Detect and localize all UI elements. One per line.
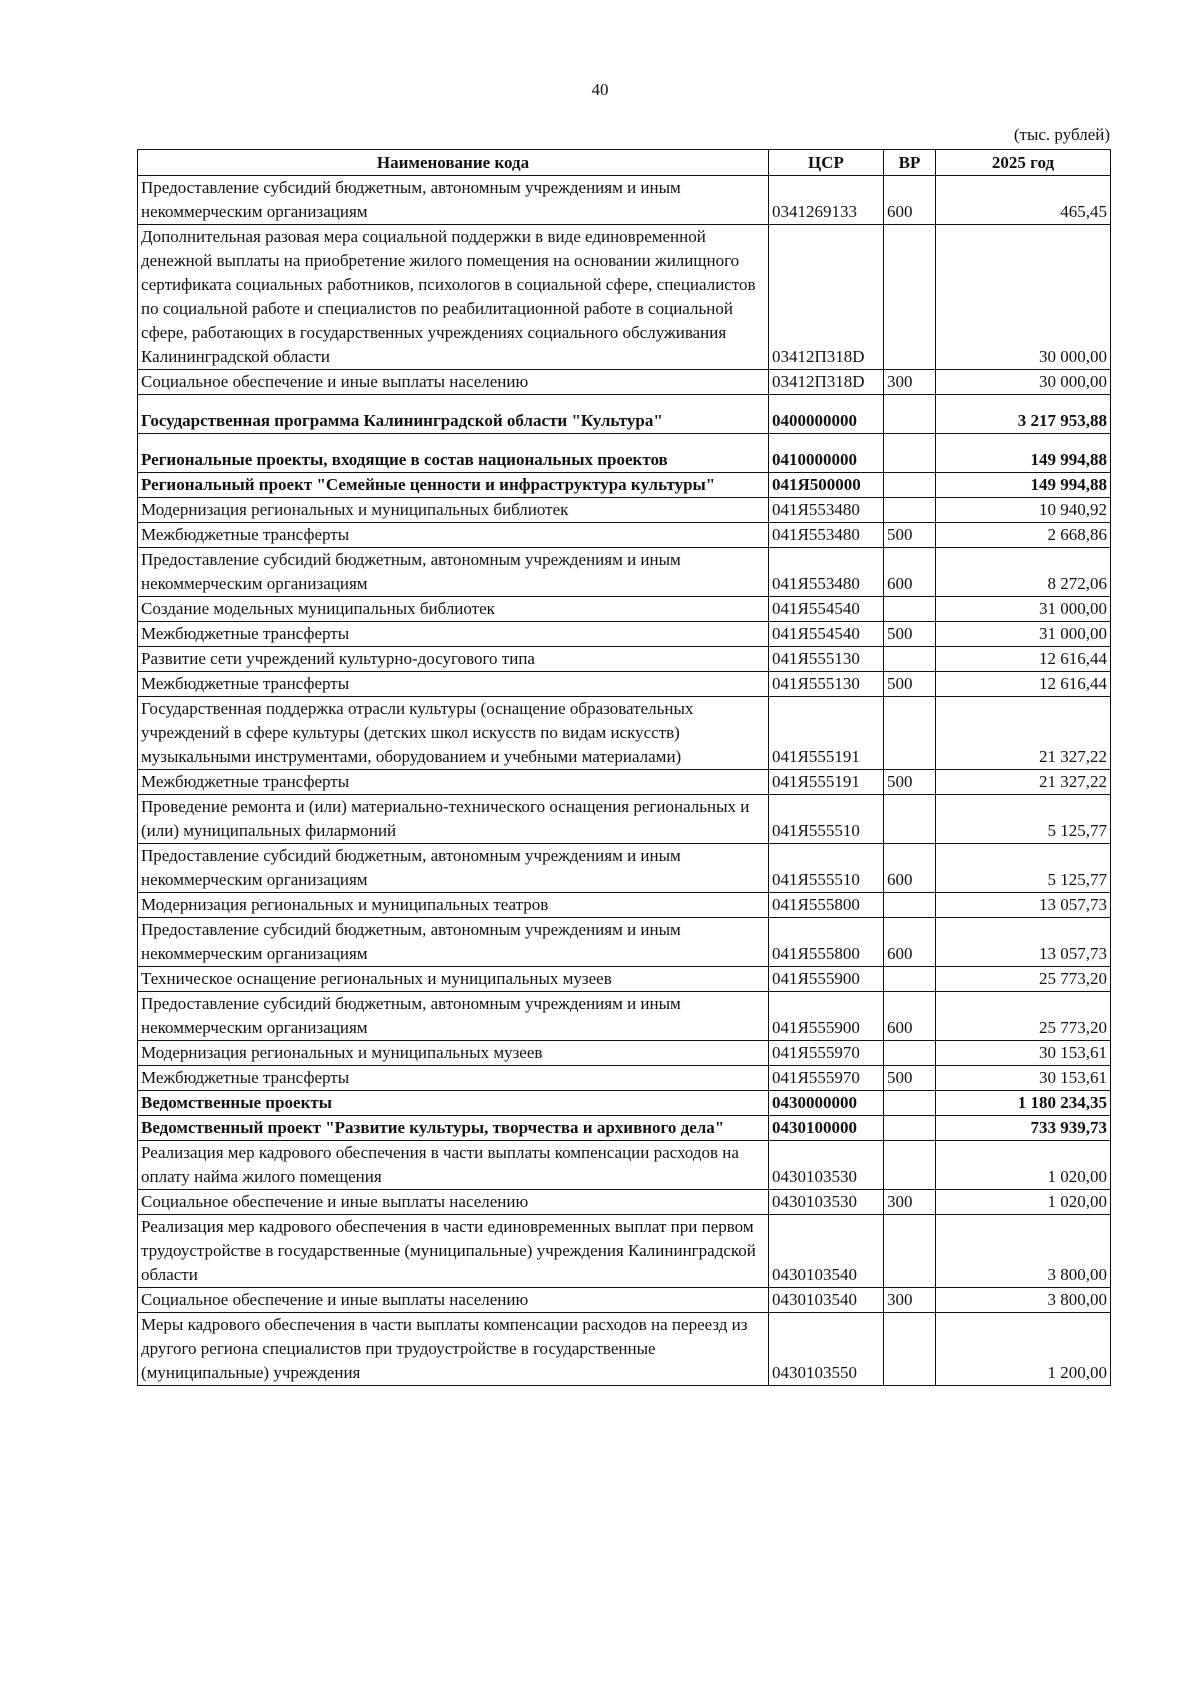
table-row <box>138 770 1111 795</box>
cell-vr: 300 <box>884 1288 936 1313</box>
cell-amount: 21 327,22 <box>936 697 1111 770</box>
cell-csr: 041Я500000 <box>769 473 884 498</box>
cell-amount: 30 000,00 <box>936 370 1111 395</box>
table-row <box>138 795 1111 844</box>
cell-amount: 8 272,06 <box>936 548 1111 597</box>
table-row <box>138 225 1111 370</box>
table-row <box>138 893 1111 918</box>
cell-csr: 041Я555510 <box>769 844 884 893</box>
table-row <box>138 672 1111 697</box>
cell-csr: 041Я555130 <box>769 672 884 697</box>
cell-csr: 041Я555800 <box>769 893 884 918</box>
cell-amount: 1 200,00 <box>936 1313 1111 1386</box>
cell-amount: 25 773,20 <box>936 992 1111 1041</box>
cell-vr <box>884 647 936 672</box>
cell-csr: 0430100000 <box>769 1116 884 1141</box>
cell-name: Реализация мер кадрового обеспечения в части выплаты компенсации расходов на оплату найма жилого помещения <box>138 1141 769 1190</box>
cell-name: Предоставление субсидий бюджетным, автономным учреждениям и иным некоммерческим организациям <box>138 548 769 597</box>
header-vr: ВР <box>884 150 936 176</box>
cell-csr: 0430103540 <box>769 1215 884 1288</box>
cell-csr: 0430103540 <box>769 1288 884 1313</box>
cell-csr: 041Я555900 <box>769 967 884 992</box>
cell-amount: 30 153,61 <box>936 1066 1111 1091</box>
cell-name: Межбюджетные трансферты <box>138 672 769 697</box>
cell-amount: 12 616,44 <box>936 672 1111 697</box>
cell-name: Предоставление субсидий бюджетным, автономным учреждениям и иным некоммерческим организациям <box>138 992 769 1041</box>
cell-name: Ведомственные проекты <box>138 1091 769 1116</box>
table-row <box>138 1091 1111 1116</box>
cell-amount: 25 773,20 <box>936 967 1111 992</box>
table-row <box>138 395 1111 434</box>
cell-vr <box>884 893 936 918</box>
cell-vr: 500 <box>884 1066 936 1091</box>
cell-csr: 041Я555800 <box>769 918 884 967</box>
cell-name: Модернизация региональных и муниципальных музеев <box>138 1041 769 1066</box>
header-name: Наименование кода <box>138 150 769 176</box>
table-header-row <box>138 150 1111 176</box>
cell-csr: 041Я553480 <box>769 498 884 523</box>
cell-amount: 30 000,00 <box>936 225 1111 370</box>
cell-name: Модернизация региональных и муниципальных библиотек <box>138 498 769 523</box>
cell-vr <box>884 395 936 434</box>
cell-name: Межбюджетные трансферты <box>138 523 769 548</box>
header-csr: ЦСР <box>769 150 884 176</box>
cell-amount: 1 020,00 <box>936 1190 1111 1215</box>
cell-csr: 041Я554540 <box>769 597 884 622</box>
cell-amount: 2 668,86 <box>936 523 1111 548</box>
cell-vr: 500 <box>884 672 936 697</box>
cell-amount: 149 994,88 <box>936 434 1111 473</box>
cell-name: Региональный проект "Семейные ценности и инфраструктура культуры" <box>138 473 769 498</box>
cell-amount: 13 057,73 <box>936 918 1111 967</box>
cell-name: Проведение ремонта и (или) материально-технического оснащения региональных и (или) муниципальных филармоний <box>138 795 769 844</box>
cell-name: Государственная программа Калининградской области "Культура" <box>138 395 769 434</box>
table-row <box>138 523 1111 548</box>
table-row <box>138 597 1111 622</box>
cell-amount: 12 616,44 <box>936 647 1111 672</box>
cell-name: Социальное обеспечение и иные выплаты населению <box>138 1190 769 1215</box>
cell-vr <box>884 967 936 992</box>
cell-vr <box>884 597 936 622</box>
cell-vr: 600 <box>884 548 936 597</box>
cell-name: Модернизация региональных и муниципальных театров <box>138 893 769 918</box>
cell-vr <box>884 697 936 770</box>
cell-amount: 1 180 234,35 <box>936 1091 1111 1116</box>
cell-vr <box>884 434 936 473</box>
cell-vr: 600 <box>884 176 936 225</box>
table-row <box>138 1041 1111 1066</box>
cell-amount: 10 940,92 <box>936 498 1111 523</box>
cell-vr <box>884 1141 936 1190</box>
cell-csr: 041Я555191 <box>769 697 884 770</box>
page-number: 40 <box>591 80 609 99</box>
cell-vr: 300 <box>884 1190 936 1215</box>
cell-csr: 0430103530 <box>769 1141 884 1190</box>
cell-vr: 600 <box>884 918 936 967</box>
table-row <box>138 1141 1111 1190</box>
cell-amount: 3 800,00 <box>936 1215 1111 1288</box>
cell-name: Межбюджетные трансферты <box>138 1066 769 1091</box>
cell-vr: 600 <box>884 844 936 893</box>
cell-name: Меры кадрового обеспечения в части выплаты компенсации расходов на переезд из другого региона специалистов при трудоустройстве в государственные (муниципальные) учреждения <box>138 1313 769 1386</box>
table-row <box>138 176 1111 225</box>
cell-name: Техническое оснащение региональных и муниципальных музеев <box>138 967 769 992</box>
table-row <box>138 622 1111 647</box>
units-label: (тыс. рублей) <box>1013 125 1110 144</box>
table-row <box>138 844 1111 893</box>
cell-name: Государственная поддержка отрасли культуры (оснащение образовательных учреждений в сфере культуры (детских школ искусств по видам искусств) музыкальными инструментами, оборудованием и учебными материалами) <box>138 697 769 770</box>
cell-csr: 0430000000 <box>769 1091 884 1116</box>
cell-amount: 5 125,77 <box>936 795 1111 844</box>
cell-csr: 041Я555191 <box>769 770 884 795</box>
cell-amount: 13 057,73 <box>936 893 1111 918</box>
table-row <box>138 1288 1111 1313</box>
cell-amount: 31 000,00 <box>936 622 1111 647</box>
table-row <box>138 1116 1111 1141</box>
table-row <box>138 434 1111 473</box>
cell-csr: 0410000000 <box>769 434 884 473</box>
cell-csr: 03412П318D <box>769 225 884 370</box>
cell-vr: 500 <box>884 523 936 548</box>
cell-name: Региональные проекты, входящие в состав национальных проектов <box>138 434 769 473</box>
cell-vr: 500 <box>884 622 936 647</box>
cell-csr: 0341269133 <box>769 176 884 225</box>
cell-name: Дополнительная разовая мера социальной поддержки в виде единовременной денежной выплаты на приобретение жилого помещения на основании жилищного сертификата социальных работников, психологов в социальной сфере, специалистов по социальной работе и специалистов по реабилитационной работе в социальной сфере, работающих в государственных учреждениях социального обслуживания Калининградской области <box>138 225 769 370</box>
table-body <box>138 176 1111 1386</box>
cell-name: Социальное обеспечение и иные выплаты населению <box>138 1288 769 1313</box>
cell-amount: 733 939,73 <box>936 1116 1111 1141</box>
cell-amount: 21 327,22 <box>936 770 1111 795</box>
cell-vr <box>884 473 936 498</box>
table-row <box>138 647 1111 672</box>
cell-csr: 041Я553480 <box>769 548 884 597</box>
table-row <box>138 498 1111 523</box>
table-row <box>138 548 1111 597</box>
cell-name: Предоставление субсидий бюджетным, автономным учреждениям и иным некоммерческим организациям <box>138 918 769 967</box>
cell-csr: 0430103530 <box>769 1190 884 1215</box>
cell-vr <box>884 1313 936 1386</box>
cell-vr: 500 <box>884 770 936 795</box>
table-row <box>138 918 1111 967</box>
cell-vr: 600 <box>884 992 936 1041</box>
table-row <box>138 967 1111 992</box>
cell-amount: 30 153,61 <box>936 1041 1111 1066</box>
cell-csr: 041Я555510 <box>769 795 884 844</box>
header-amount: 2025 год <box>936 150 1111 176</box>
cell-amount: 149 994,88 <box>936 473 1111 498</box>
cell-amount: 1 020,00 <box>936 1141 1111 1190</box>
table-row <box>138 473 1111 498</box>
cell-csr: 041Я555900 <box>769 992 884 1041</box>
cell-amount: 3 800,00 <box>936 1288 1111 1313</box>
cell-vr <box>884 1091 936 1116</box>
table-row <box>138 1190 1111 1215</box>
cell-csr: 0400000000 <box>769 395 884 434</box>
cell-name: Развитие сети учреждений культурно-досугового типа <box>138 647 769 672</box>
cell-vr <box>884 1041 936 1066</box>
cell-csr: 041Я555130 <box>769 647 884 672</box>
cell-name: Ведомственный проект "Развитие культуры, творчества и архивного дела" <box>138 1116 769 1141</box>
cell-vr <box>884 1215 936 1288</box>
budget-table <box>137 149 1111 1386</box>
cell-name: Предоставление субсидий бюджетным, автономным учреждениям и иным некоммерческим организациям <box>138 844 769 893</box>
cell-csr: 041Я555970 <box>769 1041 884 1066</box>
cell-name: Реализация мер кадрового обеспечения в части единовременных выплат при первом трудоустройстве в государственные (муниципальные) учреждения Калининградской области <box>138 1215 769 1288</box>
cell-amount: 465,45 <box>936 176 1111 225</box>
table-row <box>138 1215 1111 1288</box>
cell-vr <box>884 795 936 844</box>
cell-amount: 31 000,00 <box>936 597 1111 622</box>
cell-name: Создание модельных муниципальных библиотек <box>138 597 769 622</box>
cell-csr: 041Я554540 <box>769 622 884 647</box>
cell-vr <box>884 1116 936 1141</box>
cell-csr: 041Я553480 <box>769 523 884 548</box>
table-row <box>138 370 1111 395</box>
table-row <box>138 992 1111 1041</box>
cell-name: Межбюджетные трансферты <box>138 622 769 647</box>
cell-name: Межбюджетные трансферты <box>138 770 769 795</box>
cell-csr: 03412П318D <box>769 370 884 395</box>
cell-vr: 300 <box>884 370 936 395</box>
cell-name: Социальное обеспечение и иные выплаты населению <box>138 370 769 395</box>
cell-csr: 0430103550 <box>769 1313 884 1386</box>
cell-vr <box>884 225 936 370</box>
cell-vr <box>884 498 936 523</box>
table-row <box>138 1313 1111 1386</box>
cell-csr: 041Я555970 <box>769 1066 884 1091</box>
table-row <box>138 1066 1111 1091</box>
cell-amount: 3 217 953,88 <box>936 395 1111 434</box>
cell-amount: 5 125,77 <box>936 844 1111 893</box>
cell-name: Предоставление субсидий бюджетным, автономным учреждениям и иным некоммерческим организациям <box>138 176 769 225</box>
table-row <box>138 697 1111 770</box>
